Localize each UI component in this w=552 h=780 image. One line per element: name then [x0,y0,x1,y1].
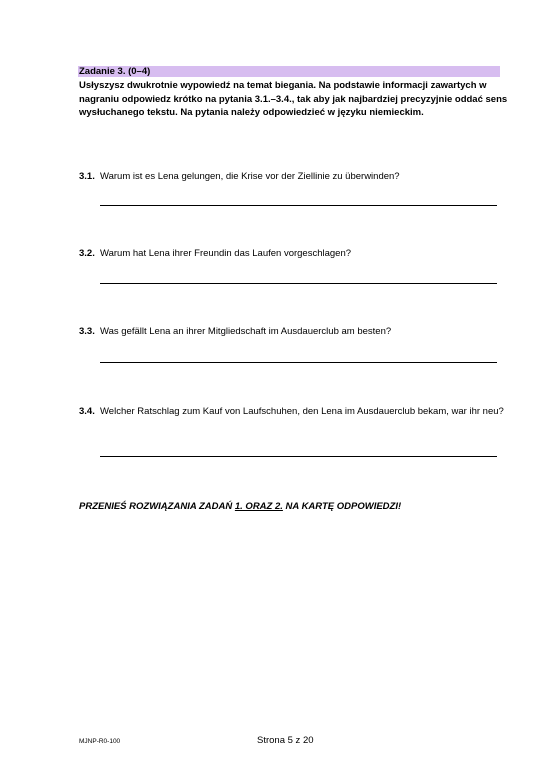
exam-code: MJNP-R0-100 [79,738,121,745]
transfer-note-tasks: 1. ORAZ 2. [234,501,283,512]
question-text: Was gefällt Lena an ihrer Mitgliedschaft im Ausdauerclub am besten? [100,326,392,337]
question-3-3 [79,325,509,339]
task-instructions: Usłyszysz dwukrotnie wypowiedź na temat biegania. Na podstawie informacji zawartych w nagraniu odpowiedz krótko na pytania 3.1.–3.4., tak aby jak najbardziej precyzyjnie oddać sens wysłuchanego tekstu. Na pytania należy odpowiedzieć w języku niemieckim. [79,80,508,118]
question-3-4 [79,405,509,419]
question-text: Warum ist es Lena gelungen, die Krise vor der Ziellinie zu überwinden? [100,171,400,182]
question-number: 3.4. [79,406,95,417]
answer-line-3-3[interactable] [100,362,497,363]
question-3-2 [79,247,509,261]
answer-line-3-4[interactable] [100,456,497,457]
transfer-note-text: PRZENIEŚ ROZWIĄZANIA ZADAŃ [79,501,235,512]
question-number: 3.2. [79,248,95,259]
answer-line-3-2[interactable] [100,283,497,284]
question-number: 3.3. [79,326,95,337]
question-text: Warum hat Lena ihrer Freundin das Laufen vorgeschlagen? [100,248,352,259]
question-text: Welcher Ratschlag zum Kauf von Laufschuhen, den Lena im Ausdauerclub bekam, war ihr neu? [100,406,504,417]
task-header: Zadanie 3. (0–4) [78,66,500,77]
question-3-1 [79,170,509,184]
transfer-answers-note [79,501,401,512]
page-number: Strona 5 z 20 [257,735,314,746]
answer-line-3-1[interactable] [100,205,497,206]
question-number: 3.1. [79,171,95,182]
transfer-note-text-end: NA KARTĘ ODPOWIEDZI! [282,501,402,512]
